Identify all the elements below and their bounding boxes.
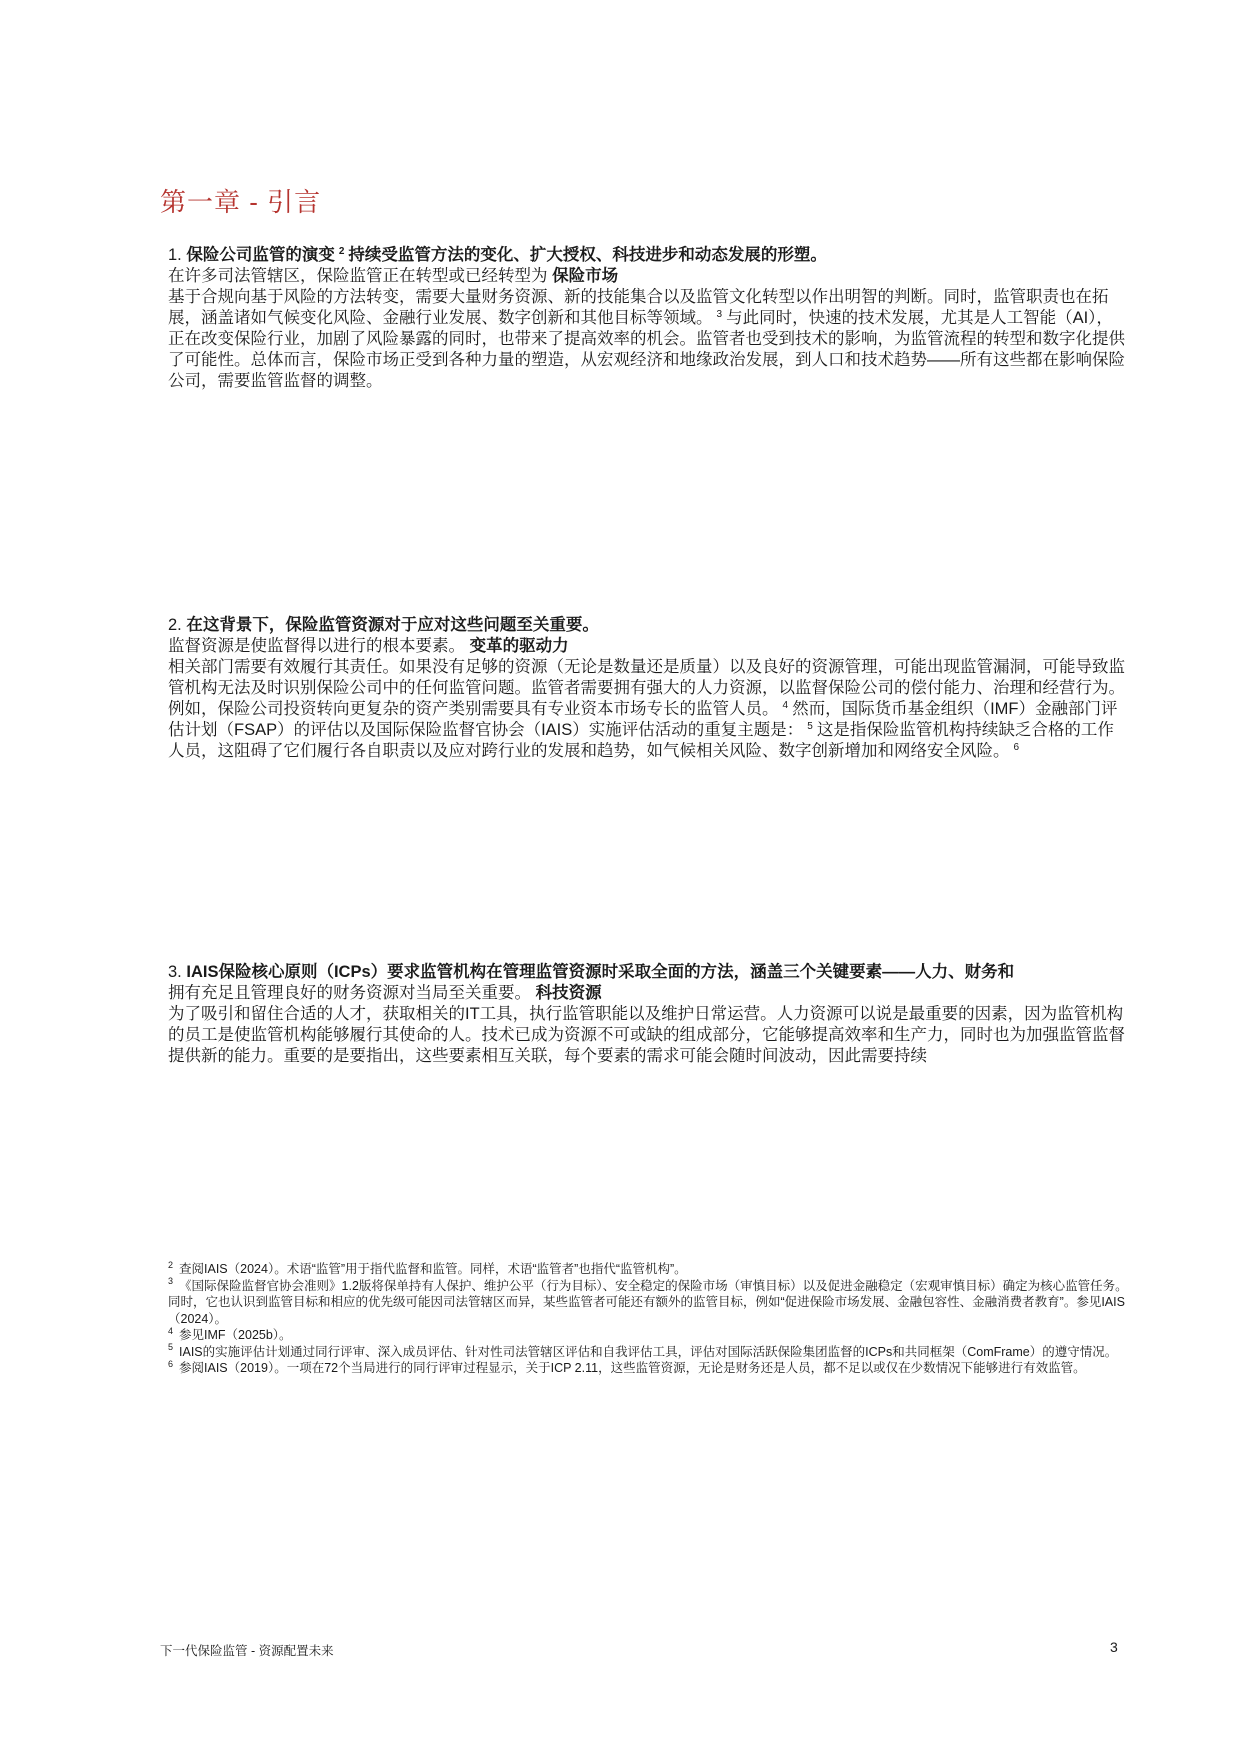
section-1-line1: 在许多司法管辖区，保险监管正在转型或已经转型为 保险市场 bbox=[168, 267, 619, 285]
footnotes bbox=[168, 1261, 1128, 1377]
footnote-5: $^5$ IAIS的实施评估计划通过同行评审、深入成员评估、针对性司法管辖区评估和自我评估工具，评估对国际活跃保险集团监督的ICPs和共同框架（ComFrame）的遵守情况。 bbox=[168, 1342, 1118, 1359]
footnote-2: $^2$ 查阅IAIS（2024）。术语“监管”用于指代监督和监管。同样，术语“监管者”也指代“监管机构”。 bbox=[168, 1259, 687, 1276]
footer-title: 下一代保险监管 - 资源配置未来 bbox=[160, 1644, 334, 1658]
section-1-body: 基于合规向基于风险的方法转变，需要大量财务资源、新的技能集合以及监管文化转型以作出明智的判断。同时，监管职责也在拓展，涵盖诸如气候变化风险、金融行业发展、数字创新和其他目标等领域。 $^3$ 与此同时，快速的技术发展，尤其是人工智能（AI），正在改变保险行业，加剧了风险暴露的同时，也带来了提高效率的机会。监管者也受到技术的影响，为监管流程的转型和数字化提供了可能性。总体而言，保险市场正受到各种力量的塑造，从宏观经济和地缘政治发展，到人口和技术趋势——所有这些都在影响保险公司，需要监管监督的调整。 bbox=[168, 288, 1125, 390]
footnote-ref-4[interactable]: 4 bbox=[782, 699, 789, 711]
section-3 bbox=[168, 962, 1128, 1067]
section-2-heading: 2. 在这背景下，保险监管资源对于应对这些问题至关重要。 bbox=[168, 616, 599, 634]
footnote-ref-3[interactable]: 3 bbox=[716, 308, 723, 320]
footnote-ref-5[interactable]: 5 bbox=[807, 720, 813, 732]
section-2-body: 相关部门需要有效履行其责任。如果没有足够的资源（无论是数量还是质量）以及良好的资源管理，可能出现监管漏洞，可能导致监管机构无法及时识别保险公司中的任何监管问题。监管者需要拥有强大的人力资源，以监督保险公司的偿付能力、治理和经营行为。例如，保险公司投资转向更复杂的资产类别需要具有专业资本市场专长的监管人员。 $^4$ 然而，国际货币基金组织（IMF）金融部门评估计划（FSAP）的评估以及国际保险监督官协会（IAIS）实施评估活动的重复主题是： $^5$ 这是指保险监管机构持续缺乏合格的工作人员，这阻碍了它们履行各自职责以及应对跨行业的发展和趋势，如气候相关风险、数字创新增加和网络安全风险。 $^6$ bbox=[168, 658, 1125, 760]
section-3-body: 为了吸引和留住合适的人才，获取相关的IT工具，执行监管职能以及维护日常运营。人力资源可以说是最重要的因素，因为监管机构的员工是使监管机构能够履行其使命的人。技术已成为资源不可或缺的组成部分，它能够提高效率和生产力，同时也为加强监管监督提供新的能力。重要的是要指出，这些要素相互关联，每个要素的需求可能会随时间波动，因此需要持续 bbox=[168, 1005, 1125, 1065]
section-3-heading: 3. IAIS保险核心原则（ICPs）要求监管机构在管理监管资源时采取全面的方法，涵盖三个关键要素——人力、财务和 bbox=[168, 963, 1015, 981]
footnote-3: $^3$ 《国际保险监督官协会准则》1.2版将保单持有人保护、维护公平（行为目标）、安全稳定的保险市场（审慎目标）以及促进金融稳定（宏观审慎目标）确定为核心监管任务。同时，它也认识到监管目标和相应的优先级可能因司法管辖区而异，某些监管者可能还有额外的监管目标，例如“促进保险市场发展、金融包容性、金融消费者教育”。参见IAIS（2024）。 bbox=[168, 1276, 1128, 1326]
section-3-line1: 拥有充足且管理良好的财务资源对当局至关重要。 科技资源 bbox=[168, 984, 602, 1002]
footnote-ref-6[interactable]: 6 bbox=[1013, 741, 1020, 753]
footnote-4: $^4$ 参见IMF（2025b）。 bbox=[168, 1325, 292, 1342]
page-number: 3 bbox=[1110, 1639, 1118, 1655]
section-2-line1: 监督资源是使监督得以进行的根本要素。 变革的驱动力 bbox=[168, 637, 569, 655]
footnote-ref-2[interactable]: 2 bbox=[338, 245, 345, 257]
footnote-6: $^6$ 参阅IAIS（2019）。一项在72个当局进行的同行评审过程显示，关于ICP 2.11，这些监管资源，无论是财务还是人员，都不足以或仅在少数情况下能够进行有效监管。 bbox=[168, 1358, 1086, 1375]
section-2 bbox=[168, 615, 1128, 762]
section-1-heading: 1. 保险公司监管的演变 $^2$ 持续受监管方法的变化、扩大授权、科技进步和动态发展的形塑。 bbox=[168, 245, 827, 264]
section-1 bbox=[168, 245, 1128, 392]
chapter-title: 第一章 - 引言 bbox=[160, 187, 322, 217]
